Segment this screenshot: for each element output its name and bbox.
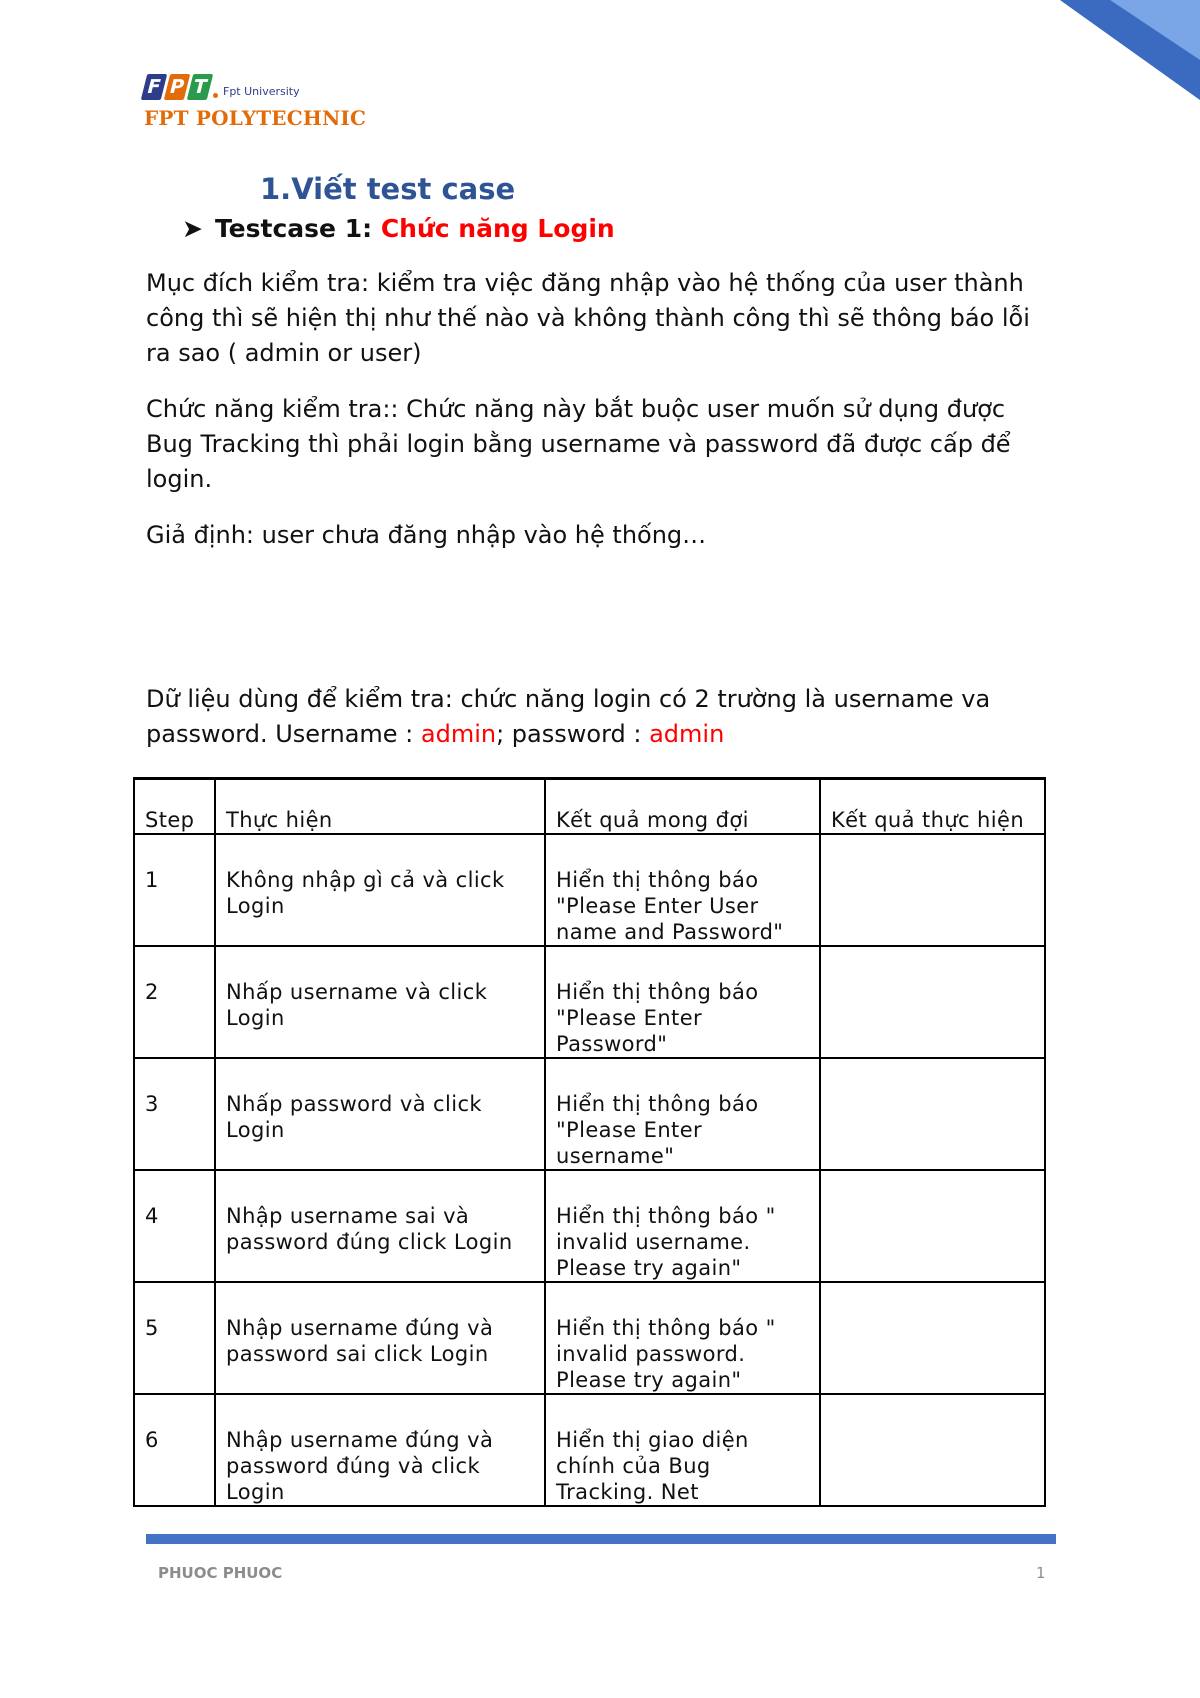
testcase-title [182,214,615,243]
cell-step: 1 [134,834,215,946]
table-header-row [134,779,1045,835]
assumption-paragraph: Giả định: user chưa đăng nhập vào hệ thống… [146,521,707,549]
cell-step: 5 [134,1282,215,1394]
arrow-bullet-icon: ➤ [182,214,203,243]
cell-expected: Hiển thị thông báo "Please Enter username" [545,1058,820,1170]
table-row [134,1058,1045,1170]
cell-actual [820,1170,1045,1282]
cell-action: Nhấp password và click Login [215,1058,545,1170]
page-number: 1 [1036,1564,1046,1582]
logo-letter-t: T [187,74,213,100]
logo-letter-p: P [164,74,190,100]
header-step: Step [134,779,215,835]
purpose-paragraph: Mục đích kiểm tra: kiểm tra việc đăng nhập vào hệ thống của user thành công thì sẽ hiện thị như thế nào và không thành công thì sẽ thông báo lỗi ra sao ( admin or user) [146,269,1030,367]
cell-actual [820,834,1045,946]
cell-action: Nhập username đúng và password sai click Login [215,1282,545,1394]
logo-dot [213,93,218,98]
cell-expected: Hiển thị thông báo "Please Enter User name and Password" [545,834,820,946]
footer-divider [146,1534,1056,1544]
test-data-password: admin [649,720,725,748]
test-data-paragraph [146,682,1046,752]
logo-letter-f: F [141,74,167,100]
cell-actual [820,946,1045,1058]
cell-action: Không nhập gì cả và click Login [215,834,545,946]
cell-step: 4 [134,1170,215,1282]
fpt-polytechnic-logo [144,74,366,130]
cell-step: 3 [134,1058,215,1170]
cell-expected: Hiển thị thông báo " invalid password. Please try again" [545,1282,820,1394]
header-action: Thực hiện [215,779,545,835]
test-data-middle: ; password : [496,720,650,748]
cell-expected: Hiển thị giao diện chính của Bug Tracking. Net [545,1394,820,1506]
table-row [134,1394,1045,1506]
table-row [134,946,1045,1058]
cell-action: Nhấp username và click Login [215,946,545,1058]
header-actual: Kết quả thực hiện [820,779,1045,835]
cell-step: 6 [134,1394,215,1506]
test-data-username: admin [420,720,497,748]
logo-university-text: Fpt University [223,85,300,98]
cell-actual [820,1394,1045,1506]
cell-actual [820,1058,1045,1170]
function-paragraph: Chức năng kiểm tra:: Chức năng này bắt buộc user muốn sử dụng được Bug Tracking thì phải login bằng username và password đã được cấp để login. [146,395,1011,493]
cell-expected: Hiển thị thông báo " invalid username. Please try again" [545,1170,820,1282]
test-data-prefix: Dữ liệu dùng để kiểm tra: chức năng login có 2 trường là username va password. Username : [146,685,991,748]
cell-action: Nhập username sai và password đúng click Login [215,1170,545,1282]
header-expected: Kết quả mong đợi [545,779,820,835]
table-row [134,834,1045,946]
footer-author: PHUOC PHUOC [158,1564,283,1582]
logo-brand-text: FPT POLYTECHNIC [144,106,367,130]
corner-decoration [1060,0,1200,100]
cell-step: 2 [134,946,215,1058]
testcase-label: Testcase 1: [214,214,381,243]
cell-expected: Hiển thị thông báo "Please Enter Password" [545,946,820,1058]
testcase-table [133,777,1046,1507]
testcase-name: Chức năng Login [380,214,615,243]
table-row [134,1170,1045,1282]
table-row [134,1282,1045,1394]
section-heading: 1.Viết test case [260,172,516,206]
cell-action: Nhập username đúng và password đúng và click Login [215,1394,545,1506]
cell-actual [820,1282,1045,1394]
